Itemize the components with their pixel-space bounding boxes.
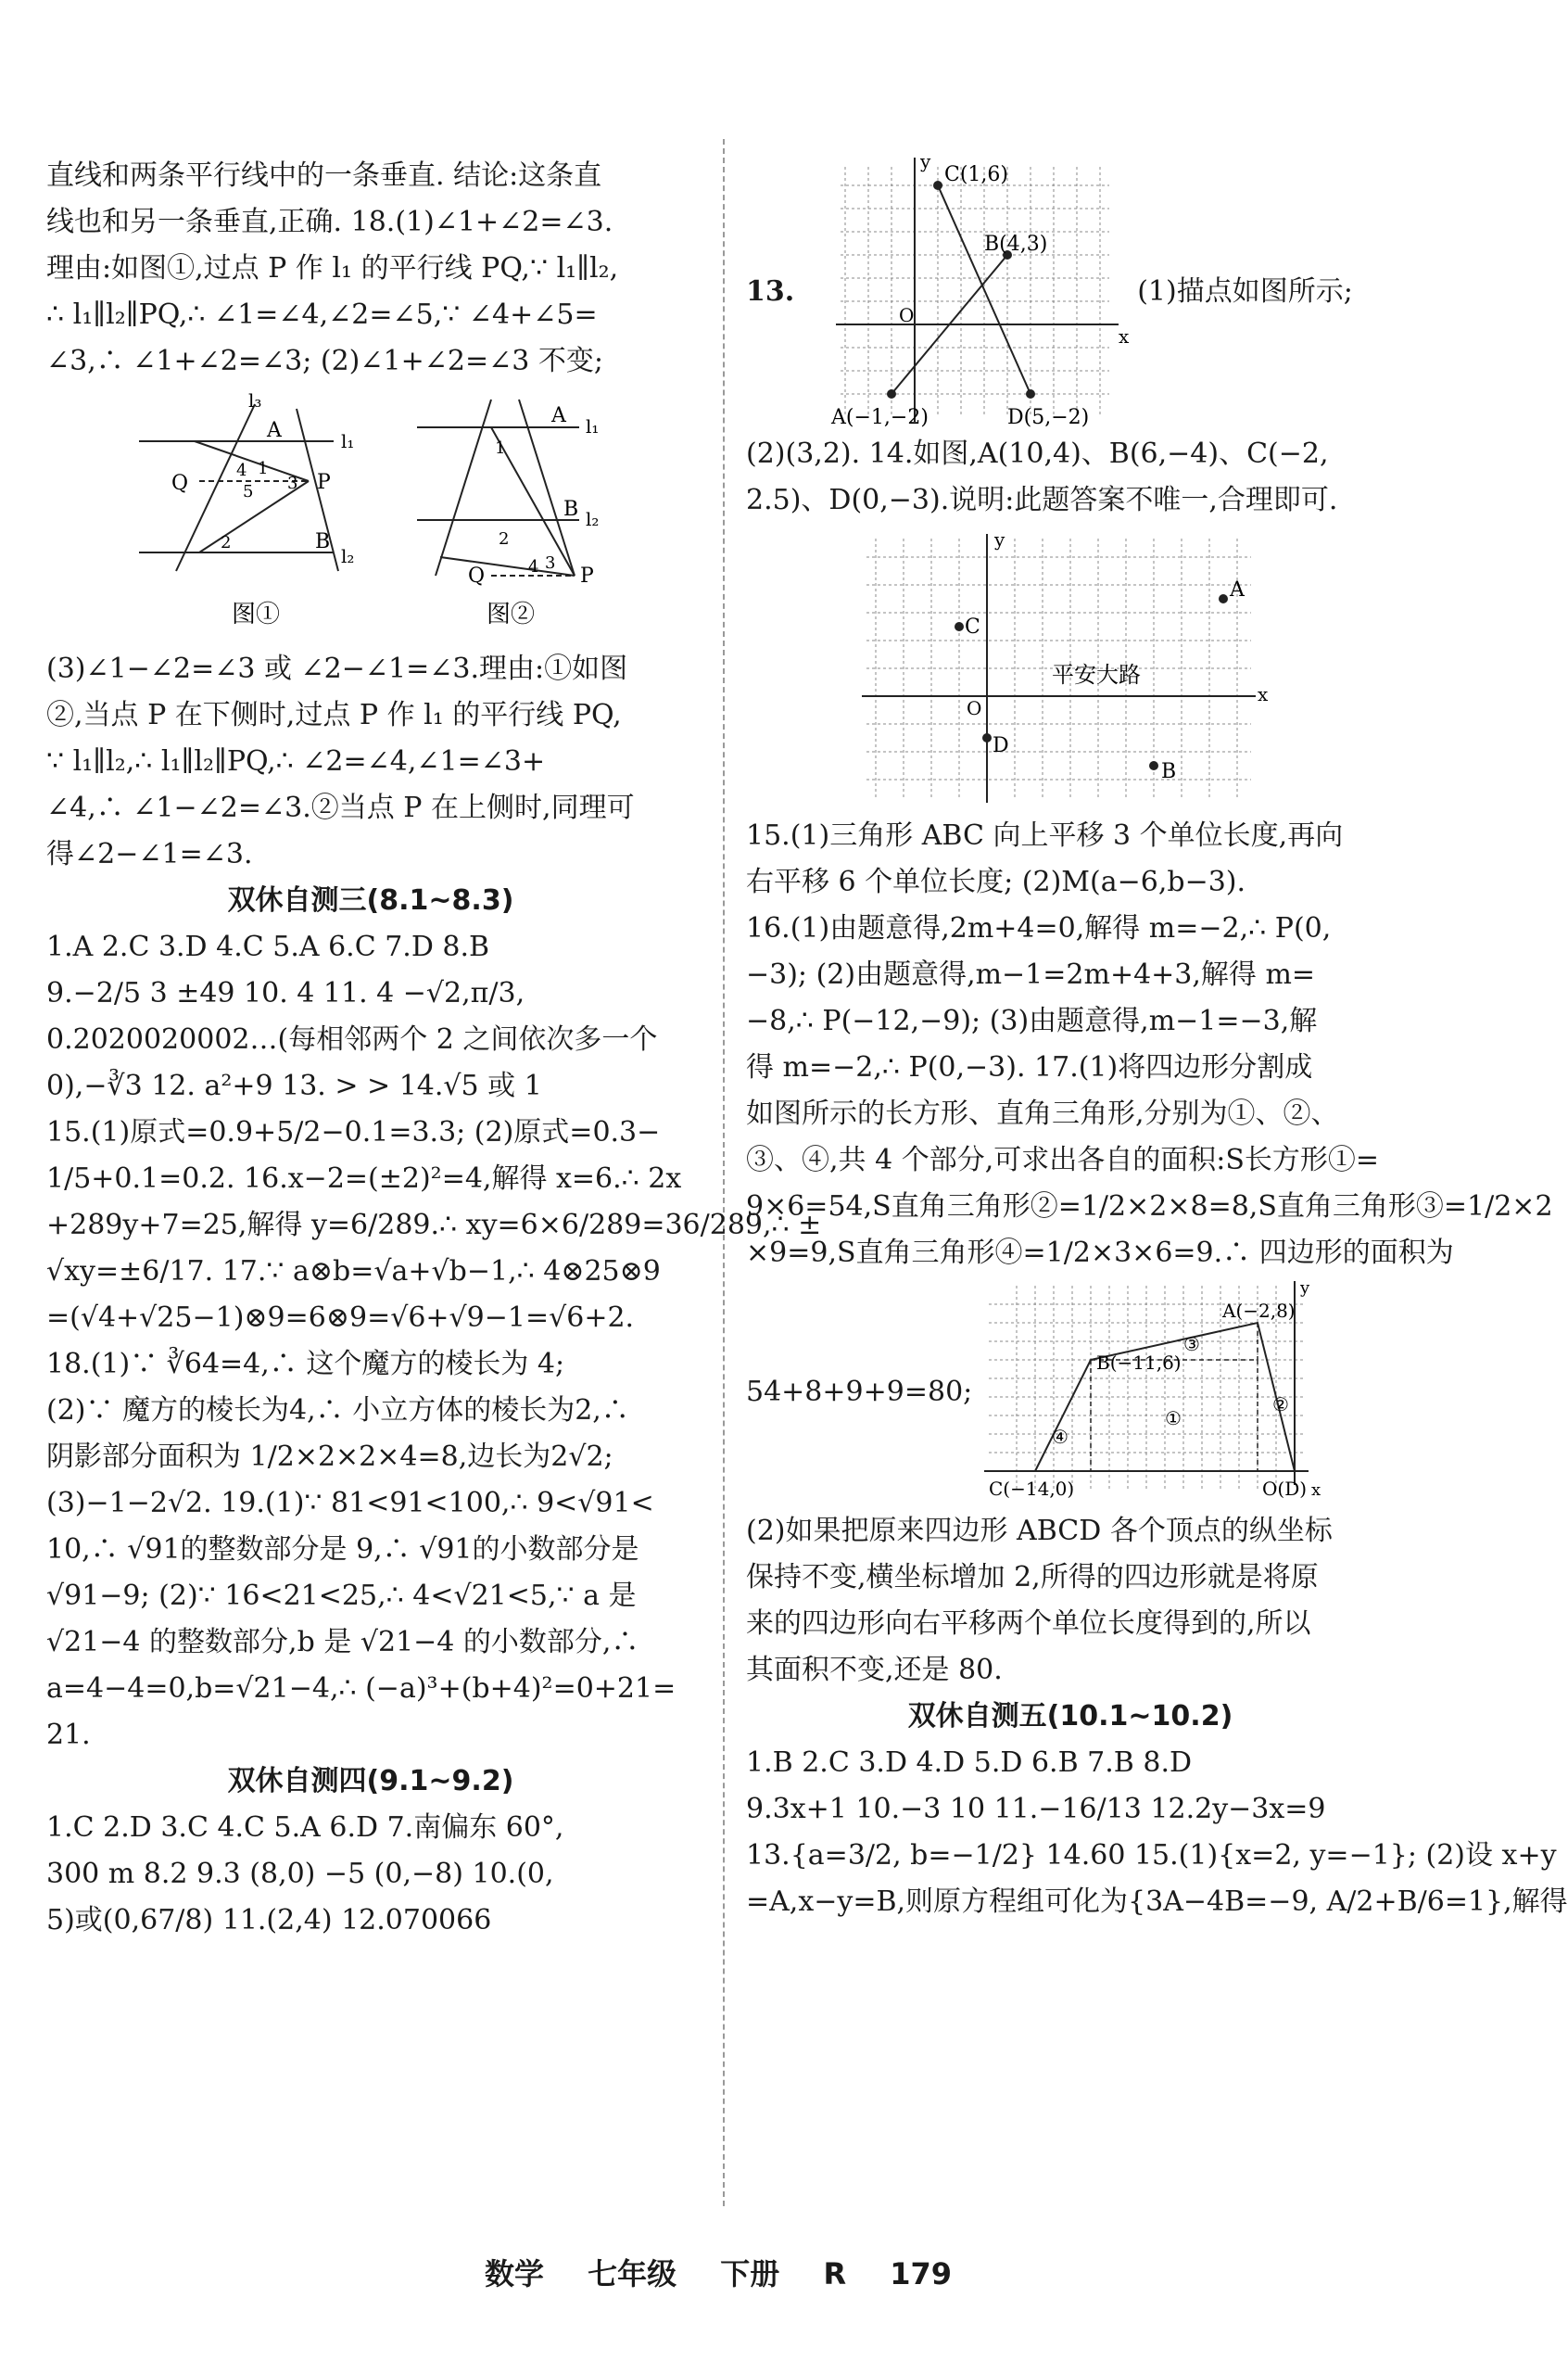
quad-r4: ④ xyxy=(1052,1426,1069,1448)
g1-y: y xyxy=(920,150,931,172)
text-line: 9.3x+1 10.−3 10 11.−16/13 12.2y−3x=9 xyxy=(746,1793,1326,1825)
left-column xyxy=(46,153,822,1944)
text-line: (3)−1−2√2. 19.(1)∵ 81<91<100,∴ 9<√91< xyxy=(46,1487,654,1519)
fig1-4: 4 xyxy=(236,461,247,480)
right-column xyxy=(746,150,1568,1925)
text-line: (2)如果把原来四边形 ABCD 各个顶点的纵坐标 xyxy=(746,1515,1333,1547)
fig2-1: 1 xyxy=(495,438,506,458)
footer-grade: 七年级 xyxy=(588,2256,677,2291)
quad-x: x xyxy=(1311,1480,1321,1500)
text-line: 1.A 2.C 3.D 4.C 5.A 6.C 7.D 8.B xyxy=(46,931,490,963)
fig2-l1: l₁ xyxy=(586,415,600,438)
map-A: A xyxy=(1230,578,1245,602)
map-C: C xyxy=(965,616,980,639)
text-line: 1.C 2.D 3.C 4.C 5.A 6.D 7.南偏东 60°, xyxy=(46,1811,564,1844)
text-line: √xy=±6/17. 17.∵ a⊗b=√a+√b−1,∴ 4⊗25⊗9 xyxy=(46,1255,661,1288)
text-line: 0.2020020002…(每相邻两个 2 之间依次多一个 xyxy=(46,1023,658,1056)
fig1-Q: Q xyxy=(171,472,189,495)
text-line: 线也和另一条垂直,正确. 18.(1)∠1+∠2=∠3. xyxy=(46,206,613,238)
text-line: 9×6=54,S直角三角形②=1/2×2×8=8,S直角三角形③=1/2×2 xyxy=(746,1190,1553,1223)
text-line: a=4−4=0,b=√21−4,∴ (−a)³+(b+4)²=0+21= xyxy=(46,1672,677,1705)
page-footer xyxy=(0,2251,1436,2293)
text-line: ∵ l₁∥l₂,∴ l₁∥l₂∥PQ,∴ ∠2=∠4,∠1=∠3+ xyxy=(46,745,546,778)
fig2-A: A xyxy=(551,404,566,427)
text-line: −8,∴ P(−12,−9); (3)由题意得,m−1=−3,解 xyxy=(746,1005,1318,1037)
fig2-B: B xyxy=(563,498,579,521)
map-y: y xyxy=(994,528,1005,551)
text-line: ③、④,共 4 个部分,可求出各自的面积:S长方形①= xyxy=(746,1144,1380,1176)
text-line: ②,当点 P 在下侧时,过点 P 作 l₁ 的平行线 PQ, xyxy=(46,699,622,731)
map-x: x xyxy=(1258,683,1269,705)
quad-B: B(−11,6) xyxy=(1096,1352,1182,1374)
fig1-l1: l₁ xyxy=(341,430,355,452)
text-line: 得∠2−∠1=∠3. xyxy=(46,838,253,870)
fig1-2: 2 xyxy=(221,533,232,552)
text-line: 21. xyxy=(46,1719,91,1751)
g1-A: A(−1,−2) xyxy=(831,406,929,429)
map-D: D xyxy=(993,734,1009,757)
fig1-5: 5 xyxy=(243,482,254,501)
area-sum: 54+8+9+9=80; xyxy=(746,1376,973,1408)
text-line: 得 m=−2,∴ P(0,−3). 17.(1)将四边形分割成 xyxy=(746,1051,1313,1084)
text-line: 如图所示的长方形、直角三角形,分别为①、②、 xyxy=(746,1098,1339,1130)
fig2-l2: l₂ xyxy=(586,508,600,530)
text-line: 1.B 2.C 3.D 4.D 5.D 6.B 7.B 8.D xyxy=(746,1746,1193,1779)
figures-row xyxy=(46,390,695,641)
text-line: 10,∴ √91的整数部分是 9,∴ √91的小数部分是 xyxy=(46,1533,639,1566)
fig2-caption: 图② xyxy=(487,601,536,628)
text-line: √21−4 的整数部分,b 是 √21−4 的小数部分,∴ xyxy=(46,1626,639,1658)
text-line: 300 m 8.2 9.3 (8,0) −5 (0,−8) 10.(0, xyxy=(46,1858,554,1890)
text-line: =A,x−y=B,则原方程组可化为{3A−4B=−9, A/2+B/6=1},解得 xyxy=(746,1885,1568,1918)
figure-1-2-svg xyxy=(46,390,695,641)
figure-1 xyxy=(139,389,354,628)
area-figure-row xyxy=(746,1276,1395,1508)
page-number: 179 xyxy=(890,2256,953,2291)
map-B: B xyxy=(1161,760,1177,783)
q13-label: 13. xyxy=(746,275,795,308)
section-title: 双休自测五(10.1~10.2) xyxy=(907,1700,1233,1733)
text-line: (3)∠1−∠2=∠3 或 ∠2−∠1=∠3.理由:①如图 xyxy=(46,653,628,685)
coordinate-grid-1 xyxy=(803,150,1137,431)
text-line: 18.(1)∵ ∛64=4,∴ 这个魔方的棱长为 4; xyxy=(46,1348,565,1380)
section-title: 双休自测三(8.1~8.3) xyxy=(227,884,514,917)
footer-volume: 下册 xyxy=(720,2256,780,2291)
map-figure xyxy=(746,529,1395,807)
fig1-A: A xyxy=(267,419,282,442)
text-line: 阴影部分面积为 1/2×2×2×4=8,边长为2√2; xyxy=(46,1441,613,1473)
text-line: =(√4+√25−1)⊗9=6⊗9=√6+√9−1=√6+2. xyxy=(46,1301,635,1334)
text-line: (2)∵ 魔方的棱长为4,∴ 小立方体的棱长为2,∴ xyxy=(46,1394,629,1427)
map-road: 平安大路 xyxy=(1052,662,1141,688)
quad-r1: ① xyxy=(1165,1407,1182,1429)
g1-x: x xyxy=(1119,325,1130,348)
text-line: 1/5+0.1=0.2. 16.x−2=(±2)²=4,解得 x=6.∴ 2x xyxy=(46,1162,682,1195)
fig1-P: P xyxy=(317,471,331,494)
g1-B: B(4,3) xyxy=(984,233,1048,256)
fig1-l2: l₂ xyxy=(341,545,355,567)
quad-C: C(−14,0) xyxy=(989,1478,1075,1500)
fig1-1: 1 xyxy=(258,459,269,478)
text-line: 保持不变,横坐标增加 2,所得的四边形就是将原 xyxy=(746,1561,1319,1593)
text-line: 右平移 6 个单位长度; (2)M(a−6,b−3). xyxy=(746,866,1246,898)
footer-subject: 数学 xyxy=(484,2256,544,2291)
text-line: 直线和两条平行线中的一条垂直. 结论:这条直 xyxy=(46,159,602,192)
q13-text: (1)描点如图所示; xyxy=(1137,275,1353,308)
text-line: 5)或(0,67/8) 11.(2,4) 12.070066 xyxy=(46,1904,492,1936)
fig2-Q: Q xyxy=(468,565,486,588)
text-line: √91−9; (2)∵ 16<21<25,∴ 4<√21<5,∵ a 是 xyxy=(46,1580,637,1612)
text-line: 15.(1)三角形 ABC 向上平移 3 个单位长度,再向 xyxy=(746,819,1344,852)
fig2-P: P xyxy=(580,565,594,588)
text-line: 来的四边形向右平移两个单位长度得到的,所以 xyxy=(746,1607,1311,1640)
quadrilateral-grid xyxy=(980,1276,1350,1508)
text-line: ×9=9,S直角三角形④=1/2×3×6=9.∴ 四边形的面积为 xyxy=(746,1237,1454,1269)
g1-O: O xyxy=(899,304,915,326)
text-line: 2.5)、D(0,−3).说明:此题答案不唯一,合理即可. xyxy=(746,484,1338,516)
q13-row xyxy=(746,150,1395,431)
section-title: 双休自测四(9.1~9.2) xyxy=(227,1765,514,1797)
map-O: O xyxy=(967,697,982,719)
quad-y: y xyxy=(1300,1278,1310,1298)
g1-D: D(5,−2) xyxy=(1007,406,1090,429)
fig1-caption: 图① xyxy=(232,601,281,628)
text-line: 理由:如图①,过点 P 作 l₁ 的平行线 PQ,∵ l₁∥l₂, xyxy=(46,252,619,285)
text-line: 0),−∛3 12. a²+9 13. > > 14.√5 或 1 xyxy=(46,1070,542,1102)
text-line: 16.(1)由题意得,2m+4=0,解得 m=−2,∴ P(0, xyxy=(746,912,1332,945)
fig2-2: 2 xyxy=(499,529,510,549)
map-grid xyxy=(746,529,1395,807)
g1-C: C(1,6) xyxy=(944,163,1009,186)
quad-r2: ② xyxy=(1272,1393,1290,1415)
text-line: 其面积不变,还是 80. xyxy=(746,1654,1003,1686)
text-line: (2)(3,2). 14.如图,A(10,4)、B(6,−4)、C(−2, xyxy=(746,438,1329,470)
text-line: ∴ l₁∥l₂∥PQ,∴ ∠1=∠4,∠2=∠5,∵ ∠4+∠5= xyxy=(46,298,598,331)
quad-r3: ③ xyxy=(1183,1333,1201,1355)
quad-O: O(D) xyxy=(1262,1478,1308,1500)
text-line: 15.(1)原式=0.9+5/2−0.1=3.3; (2)原式=0.3− xyxy=(46,1116,661,1149)
fig1-B: B xyxy=(315,530,331,553)
text-line: +289y+7=25,解得 y=6/289.∴ xy=6×6/289=36/289,∴ ± xyxy=(46,1209,822,1241)
quad-A: A(−2,8) xyxy=(1222,1300,1296,1322)
text-line: −3); (2)由题意得,m−1=2m+4+3,解得 m= xyxy=(746,958,1316,991)
figure-2 xyxy=(417,400,599,628)
fig1-l3: l₃ xyxy=(248,389,262,412)
footer-edition: R xyxy=(823,2256,847,2291)
text-line: 13.{a=3/2, b=−1/2} 14.60 15.(1){x=2, y=−1}; (2)设 x+y xyxy=(746,1839,1557,1872)
text-line: ∠4,∴ ∠1−∠2=∠3.②当点 P 在上侧时,同理可 xyxy=(46,792,635,824)
fig2-3: 3 xyxy=(545,553,556,573)
fig1-3: 3 xyxy=(287,474,298,493)
column-divider xyxy=(723,139,725,2206)
fig2-4: 4 xyxy=(528,557,539,577)
text-line: ∠3,∴ ∠1+∠2=∠3; (2)∠1+∠2=∠3 不变; xyxy=(46,345,603,377)
text-line: 9.−2/5 3 ±49 10. 4 11. 4 −√2,π/3, xyxy=(46,977,525,1009)
